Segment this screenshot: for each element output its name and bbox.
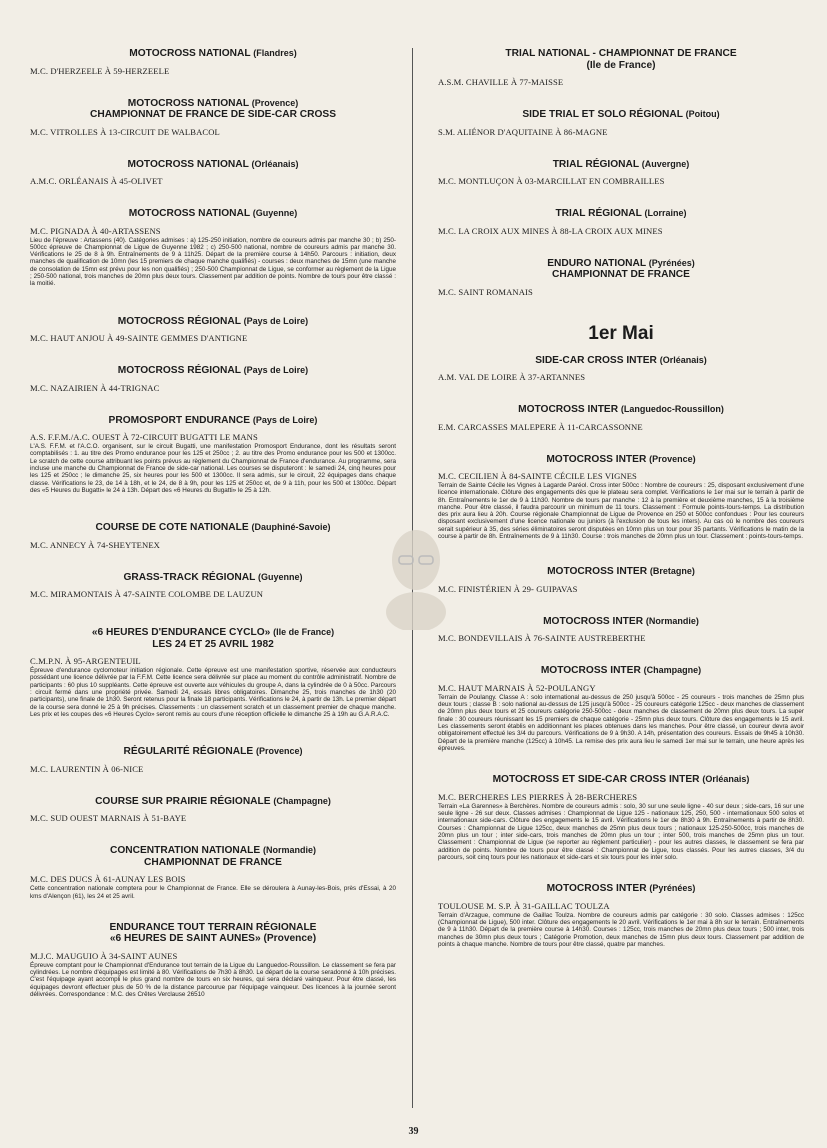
club-location: E.M. CARCASSES MALEPERE À 11-CARCASSONNE — [438, 421, 643, 432]
event-region: (Guyenne) — [258, 571, 303, 582]
event-region: (Provence) — [251, 97, 299, 108]
event-region: (Normandie) — [645, 615, 699, 626]
event-entry — [438, 323, 804, 345]
club-location: M.C. SAINT ROMANAIS — [438, 286, 533, 297]
club-location: M.C. PIGNADA À 40-ARTASSENS — [30, 225, 161, 236]
event-name: MOTOCROSS NATIONAL — [127, 97, 249, 109]
event-name: SIDE TRIAL ET SOLO RÉGIONAL — [522, 109, 683, 120]
event-entry — [438, 665, 804, 752]
event-description: Terrain «La Garennes» à Berchères. Nombre de coureurs admis : solo, 30 sur une seule ligne - 40 sur deux ; side-cars, 16 sur une seule ligne - 26 sur deux. Classes admises : Championnat de Ligue 125 - nationaux 125, 250, 500 - internationaux 500 solos et internationaux side-cars. Clôture des engagements le 15 avril. Vérifications le 1er de 8h30 à 9h. Entraînements à partir de 8h30. Courses : Championnat de Ligue 125cc, deux manches de 25mn plus deux tours ; nationaux 125-250-500cc, trois manches de 20mn plus un tour ; inter side-cars, trois manches de 20mn plus un tour ; inter 500, trois manches de 25mn plus un tour. Classement : Championnat de Ligue (se reporter au règlement particulier) - pour les autres classes, le classement se fera par addition de points. Nombre de tours pour être classé : Championnat de Ligue, tous classés. Pour les autres classes, 3/4 du parcours, soit cinq tours pour les nationaux et side-cars et six tours pour les inter solo. — [438, 802, 804, 861]
right-column — [438, 48, 804, 948]
event-region: (Provence) — [255, 746, 303, 757]
club-location: M.C. MIRAMONTAIS À 47-SAINTE COLOMBE DE LAUZUN — [30, 589, 264, 600]
club-location: M.C. MONTLUÇON À 03-MARCILLAT EN COMBRAILLES — [438, 176, 665, 186]
event-entry — [438, 48, 804, 87]
event-region: (Bretagne) — [649, 566, 695, 577]
event-title — [438, 208, 804, 220]
event-title — [438, 355, 804, 367]
event-region: (Flandres) — [253, 48, 297, 58]
event-title — [30, 48, 396, 60]
event-entry — [438, 454, 804, 541]
club-location: A.M. VAL DE LOIRE À 37-ARTANNES — [438, 372, 586, 382]
event-title — [30, 627, 396, 639]
event-title — [438, 454, 804, 466]
event-entry — [438, 566, 804, 594]
event-region: (Orléanais) — [251, 158, 299, 169]
event-entry — [438, 109, 804, 137]
date-heading: 1er Mai — [588, 322, 654, 344]
event-region: (Champagne) — [273, 795, 331, 806]
event-name: CONCENTRATION NATIONALE — [109, 845, 261, 857]
event-name: MOTOCROSS RÉGIONAL — [117, 315, 241, 327]
club-location: M.C. VITROLLES À 13-CIRCUIT DE WALBACOL — [30, 126, 220, 137]
event-region: (Ile de France) — [273, 627, 335, 638]
event-name: MOTOCROSS NATIONAL — [127, 158, 249, 170]
event-description: Terrain d'Arzague, commune de Gaillac Toulza. Nombre de coureurs admis par catégorie : 30 solo. Classes admises : 125cc (Championnat de Ligue), 500 inter. Clôture des engagements le 20 avril. Vérifications le 1er mai à 8h sur le terrain. Entraînements de 9 à 11h30. Départ de la première course à 14h30. Courses : 125cc, trois manches de 20mn plus deux tours ; 500 inter, trois manches de 30mn plus deux tours ; Catégorie Promotion, deux manches de 15mn plus deux tours. Classement par addition de points à chaque manche. Nombre de tours pour être classé, quatre par manches. — [438, 911, 804, 948]
event-title — [30, 365, 396, 377]
club-location: M.C. HAUT ANJOU À 49-SAINTE GEMMES D'ANTIGNE — [30, 333, 248, 344]
event-description: Lieu de l'épreuve : Artassens (40). Catégories admises : a) 125-250 initiation, nombre de coureurs admis par manche 30 ; b) 250-500cc épreuve de Championnat de Ligue de Guyenne 1982 ; c) 250-500 national, nombre de coureurs admis par manche 30. Vérifications le 25 de 8 à 9h. Entraînements de 9 à 11h25. Départ de la première course à 14h50. Parcours : initiation, deux manches de qualification de 10mn (les 15 premiers de chaque manche qualifiés) - courses : deux manches de 15mn (une manche de consolation de 15mn est prévu pour les non qualifiés) ; 250-500 Championnat de Ligue, se conformer au règlement de la Ligue ; 250-500 national, trois manches de 20mn plus deux tours. Classement par addition de points. Nombre de tours pour être classé : la moitié. — [30, 236, 396, 288]
event-title — [30, 208, 396, 220]
event-title — [30, 415, 396, 427]
event-name: SIDE-CAR CROSS INTER — [535, 354, 657, 366]
club-location: M.C. ANNECY À 74-SHEYTENEX — [30, 539, 160, 550]
club-location: A.M.C. ORLÉANAIS À 45-OLIVET — [30, 176, 163, 186]
event-title — [438, 159, 804, 171]
club-location: S.M. ALIÉNOR D'AQUITAINE À 86-MAGNE — [438, 126, 608, 137]
event-name: MOTOCROSS RÉGIONAL — [117, 365, 241, 377]
club-location: M.C. BONDEVILLAIS À 76-SAINTE AUSTREBERTHE — [438, 633, 646, 644]
event-title — [438, 109, 804, 121]
event-name: TRIAL NATIONAL - CHAMPIONNAT DE FRANCE — [505, 48, 737, 59]
event-region: (Guyenne) — [252, 208, 298, 218]
club-location: M.C. D'HERZEELE À 59-HERZEELE — [30, 65, 170, 76]
event-entry — [438, 404, 804, 432]
event-entry — [30, 316, 396, 344]
event-region: (Poitou) — [685, 109, 720, 119]
event-region: (Orléanais) — [659, 354, 707, 365]
event-description: Terrain de Sainte Cécile les Vignes à Lagarde Paréol. Cross inter 500cc : Nombre de coureurs : 25, disposant exclusivement d'une licence internationale. Clôture des engagements dès que le plateau sera complet. Vérifications le 1er mai sur le terrain à partir de 8h. Entraînements le 1er de 9 à 11h30. Nombre de tours par manche : 12 à la première et deuxième manches, 15 à la troisième manche. Pour être classé, il faudra parcourir un minimum de 11 tours. Classement : Formule points-tours-temps. La distribution des prix aura lieu à 20h. Course régionale Championnat de Ligue de Provence en 250 et 500cc confondues : Pour les coureurs disposant exclusivement d'une licence nationale ou juniors (à l'exclusion de tous les inters). Au cas où le nombre des coureurs serait supérieur à 35, des séries éliminatoires seront disputées en 10mn plus un tour pour 35 partants. Vérifications le matin de la course à partir de 8h. Entraînements de 9 à 11h30. Course : trois manches de 20mn plus un tour. Classement : points-tours-temps. — [438, 482, 804, 541]
event-region: (Champagne) — [643, 665, 702, 676]
event-name: MOTOCROSS INTER — [518, 404, 619, 415]
club-location: TOULOUSE M. S.P. À 31-GAILLAC TOULZA — [438, 900, 610, 911]
event-entry — [30, 208, 396, 288]
event-entry — [30, 627, 396, 718]
event-title — [30, 522, 396, 534]
event-subtitle: «6 HEURES DE SAINT AUNES» (Provence) — [109, 933, 317, 945]
event-entry — [438, 258, 804, 297]
event-title — [30, 98, 396, 110]
club-location: M.C. SUD OUEST MARNAIS À 51-BAYE — [30, 813, 187, 824]
portrait-watermark-icon — [383, 520, 449, 630]
event-subtitle: LES 24 ET 25 AVRIL 1982 — [152, 638, 274, 650]
event-title — [30, 572, 396, 584]
event-entry — [438, 616, 804, 644]
page-number: 39 — [408, 1126, 419, 1137]
event-subtitle: (Ile de France) — [586, 59, 656, 71]
event-entry — [30, 365, 396, 393]
event-description: Épreuve comptant pour le Championnat d'Endurance tout terrain de la Ligue du Languedoc-Roussillon. Le classement se fera par cylindrées. Le nombre d'équipages est limité à 80. Vérifications de 7h30 à 8h30. Le départ de la course seradonné à 10h précises. C'est l'équipage ayant accompli le plus grand nombre de tours en six heures, qui sera déclaré vainqueur. Pour être classé, les équipages devront effectuer plus de 50 % de la distance parcourue par l'équipage vainqueur. Des licences à la journée seront délivrées. Correspondance : M.C. des Crêtes Verclause 26510 — [30, 961, 396, 999]
event-description: Cette concentration nationale comptera pour le Championnat de France. Elle se déroulera à Aunay-les-Bois, près d'Essai, à 20 kms d'Alençon (61), les 24 et 25 avril. — [30, 885, 396, 900]
event-name: MOTOCROSS INTER — [540, 665, 641, 677]
event-region: (Pyrénées) — [649, 883, 696, 894]
event-entry — [30, 796, 396, 824]
event-subtitle: CHAMPIONNAT DE FRANCE — [552, 269, 690, 280]
event-title — [438, 48, 804, 60]
event-entry — [30, 415, 396, 495]
event-description: Épreuve d'endurance cyclomoteur initiation régionale. Cette épreuve est une manifestation sportive, réservée aux conducteurs possédant une licence délivrée par la F.F.M. Cette licence sera délivrée sur place au moment du contrôle administratif. Nombre de participants : 60 plus 10 suppléants. Cette épreuve est ouverte aux véhicules du groupe A, dans la cylindrée de 0 à 50cc. Parcours : circuit fermé dans une propriété privée. Samedi 24, essais libres obligatoires. Dimanche 25, trois manches de 1h30 (20 participants), une finale de 1h30. Seront retenus pour la finale 18 participants. Vérifications le 24, à partir de 13h. Le premier départ de la course sera donné le 25 à 9h précises. Classements : un classement scratch et un classement premier de chaque manche. Les prix et les coupes des «6 Heures Cyclo» seront remis au cours d'une réception officielle le dimanche 25 à 19h au G.A.R.A.C. — [30, 667, 396, 718]
event-region: (Normandie) — [263, 845, 317, 856]
event-region: (Auvergne) — [641, 158, 690, 169]
club-location: M.C. LAURENTIN À 06-NICE — [30, 763, 144, 774]
event-entry — [30, 922, 396, 998]
event-name: ENDURO NATIONAL — [547, 257, 646, 269]
event-subtitle: CHAMPIONNAT DE FRANCE — [144, 856, 282, 868]
event-name: «6 HEURES D'ENDURANCE CYCLO» — [91, 627, 271, 639]
event-entry — [438, 208, 804, 236]
event-title — [30, 316, 396, 328]
club-location: M.C. BERCHERES LES PIERRES À 28-BERCHERES — [438, 791, 638, 802]
club-location: M.C. CECILIEN À 84-SAINTE CÉCILE LES VIGNES — [438, 471, 637, 481]
club-location: A.S. F.F.M./A.C. OUEST À 72-CIRCUIT BUGATTI LE MANS — [30, 432, 258, 443]
event-title — [30, 159, 396, 171]
event-region: (Pays de Loire) — [243, 365, 309, 376]
event-title — [30, 922, 396, 934]
event-title — [438, 883, 804, 895]
club-location: M.C. NAZAIRIEN À 44-TRIGNAC — [30, 382, 160, 393]
event-name: ENDURANCE TOUT TERRAIN RÉGIONALE — [109, 921, 317, 933]
event-title — [438, 404, 804, 416]
event-title — [30, 746, 396, 758]
event-entry — [438, 883, 804, 948]
event-subtitle: CHAMPIONNAT DE FRANCE DE SIDE-CAR CROSS — [89, 109, 337, 120]
club-location: C.M.P.N. À 95-ARGENTEUIL — [30, 656, 141, 667]
event-region: (Pays de Loire) — [243, 315, 309, 326]
event-description: Terrain de Poulangy. Classe A : solo international au-dessus de 250 jusqu'à 500cc - 25 coureurs - trois manches de 25mn plus deux tours ; classe B : solo national au-dessus de 125 jusqu'à 500cc - 25 coureurs catégorie 125cc - deux manches de classement de 20mn plus deux tours et 25 coureurs catégorie 250-500cc - deux manches de classement de 20mn plus deux tours. La super finale : 30 coureurs réunissant les 15 premiers de chaque catégorie - 25mn plus deux tours. Clôture des engagements le 15 avril. Les classements seront établis en additionnant les places obtenues dans les manches. Pour être classé, un coureur devra avoir obligatoirement effectué les 3/4 du parcours. Vérifications de 9 à 9h30. A 14h, présentation des coureurs. Essais de 9h45 à 10h30. Départ de la première manche (125cc) à 10h45. La remise des prix aura lieu le samedi 1er mai sur le terrain, une heure après les épreuves. — [438, 693, 804, 752]
event-region: (Pyrénées) — [648, 257, 695, 268]
event-name: TRIAL RÉGIONAL — [555, 208, 642, 219]
event-name: MOTOCROSS ET SIDE-CAR CROSS INTER — [492, 774, 700, 786]
event-region: (Orléanais) — [702, 774, 750, 785]
event-name: MOTOCROSS NATIONAL — [129, 48, 251, 59]
event-title — [30, 796, 396, 808]
event-name: MOTOCROSS NATIONAL — [128, 208, 250, 219]
event-entry — [438, 774, 804, 861]
club-location: M.C. FINISTÉRIEN À 29- GUIPAVAS — [438, 583, 578, 594]
event-entry — [438, 355, 804, 383]
event-region: (Pays de Loire) — [252, 414, 318, 425]
event-entry — [30, 98, 396, 137]
club-location: M.J.C. MAUGUIO À 34-SAINT AUNES — [30, 950, 178, 961]
event-name: MOTOCROSS INTER — [543, 615, 644, 627]
event-name: PROMOSPORT ENDURANCE — [108, 414, 251, 426]
event-name: RÉGULARITÉ RÉGIONALE — [123, 746, 254, 758]
club-location: M.C. LA CROIX AUX MINES À 88-LA CROIX AUX MINES — [438, 225, 663, 236]
event-name: COURSE DE COTE NATIONALE — [95, 522, 249, 534]
club-location: M.C. HAUT MARNAIS À 52-POULANGY — [438, 682, 596, 693]
event-title — [438, 774, 804, 786]
event-name: GRASS-TRACK RÉGIONAL — [123, 571, 256, 583]
event-region: (Dauphiné-Savoie) — [251, 522, 331, 533]
event-title — [438, 258, 804, 270]
left-column — [30, 48, 396, 998]
event-name: MOTOCROSS INTER — [546, 453, 647, 465]
event-region: (Provence) — [649, 453, 696, 464]
event-title — [438, 616, 804, 628]
event-entry — [30, 48, 396, 76]
event-name: MOTOCROSS INTER — [546, 883, 647, 895]
event-title — [438, 566, 804, 578]
event-region: (Languedoc-Roussillon) — [620, 404, 724, 414]
club-location: A.S.M. CHAVILLE À 77-MAISSE — [438, 77, 564, 87]
event-name: COURSE SUR PRAIRIE RÉGIONALE — [95, 795, 271, 807]
event-entry — [438, 159, 804, 187]
club-location: M.C. DES DUCS À 61-AUNAY LES BOIS — [30, 874, 186, 885]
event-description: L'A.S. F.F.M. et l'A.C.O. organisent, sur le circuit Bugatti, une manifestation Promosport Endurance, dont les résultats seront comptabilisés : 1. au titre des Promo endurance pour les 125 et 250cc ; 2. au titre des Promo endurance pour les 500 et 1300cc. Le scratch de cette course attribuant les points prévus au règlement du Championnat de France d'endurance. Au programme, sera incluse une manche du Championnat de France de side-car national. Les courses se disputeront : le samedi 24, cinq heures pour les 125 et 250cc ; le dimanche 25, six heures pour les 500 et 1300cc. Il sera admis, sur le circuit, 22 équipages dans chaque classe. Vérifications le 23, de 14 à 18h, et le 24, de 8 à 9h, pour les 125 et 250cc et, de 9 à 11h, pour les 500 et 1300cc. Départ des «5 Heures du Bugatti» le 24 à 13h. Départ des «6 Heures du Bugatti» le 25 à 12h. — [30, 443, 396, 494]
event-title — [30, 845, 396, 857]
event-entry — [30, 159, 396, 187]
event-entry — [30, 572, 396, 600]
event-entry — [30, 522, 396, 550]
event-name: TRIAL RÉGIONAL — [552, 158, 639, 170]
event-region: (Lorraine) — [644, 208, 687, 218]
event-name: MOTOCROSS INTER — [547, 566, 648, 578]
event-entry — [30, 845, 396, 900]
event-title — [438, 665, 804, 677]
event-entry — [30, 746, 396, 774]
